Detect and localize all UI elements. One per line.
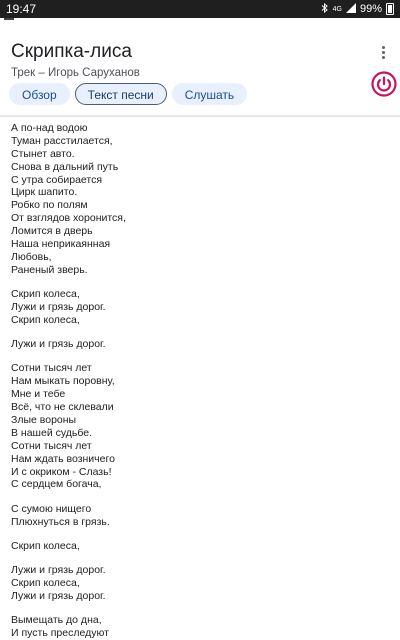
lyric-line: Скрип колеса,	[11, 577, 80, 590]
status-bar	[0, 0, 400, 18]
stanza-gap	[11, 327, 391, 338]
lyric-line: Снова в дальний путь	[11, 160, 119, 173]
lyric-line: Сотни тысяч лет	[11, 439, 92, 452]
lyric-line: Мне и тебе	[11, 388, 66, 401]
lyric-line: В нашей судьбе.	[11, 426, 93, 439]
lyric-line: Всё, что не склевали	[11, 401, 114, 414]
stanza-gap	[11, 351, 391, 362]
lyric-line: Скрип колеса,	[11, 288, 80, 301]
tab-bar	[9, 83, 247, 105]
bluetooth-icon	[321, 3, 329, 16]
status-notch	[4, 18, 14, 20]
lyric-line: Цирк шапито.	[11, 186, 78, 199]
header-divider	[0, 116, 400, 117]
lyric-line: Лужи и грязь дорог.	[11, 338, 106, 351]
tab-overview[interactable]: Обзор	[9, 83, 70, 105]
page-title: Скрипка-лиса	[11, 41, 132, 62]
lyric-line: Любовь,	[11, 250, 52, 263]
battery-icon	[386, 3, 394, 15]
header-card	[0, 24, 400, 116]
page-subtitle: Трек – Игорь Саруханов	[11, 67, 140, 79]
lyric-line: Ломится в дверь	[11, 225, 93, 238]
stanza-gap	[11, 603, 391, 614]
lyric-line: Злые вороны	[11, 413, 77, 426]
power-icon[interactable]	[370, 70, 398, 98]
lyric-line: С утра собирается	[11, 173, 103, 186]
lyric-line: С сумою нищего	[11, 502, 92, 515]
lyric-line: Лужи и грязь дорог.	[11, 300, 106, 313]
lyric-line: И с окриком - Слазь!	[11, 465, 112, 478]
lyric-line: Стынет авто.	[11, 147, 75, 160]
stanza-gap	[11, 553, 391, 564]
stanza-gap	[11, 529, 391, 540]
lyric-line: Нам ждать возничего	[11, 452, 115, 465]
status-time: 19:47	[6, 2, 37, 16]
lyric-line: Нам мыкать поровну,	[11, 375, 115, 388]
lyrics-body	[11, 122, 391, 640]
battery-percent: 99%	[359, 3, 382, 15]
lyric-line: От взглядов хоронится,	[11, 212, 126, 225]
signal-icon	[346, 3, 356, 16]
lyric-line: А по-над водою	[11, 122, 88, 134]
status-icons	[321, 3, 394, 16]
lyric-line: Вымещать до дна,	[11, 614, 102, 627]
lyric-line: Туман расстилается,	[11, 134, 113, 147]
network-type: 4G	[332, 5, 342, 13]
lyric-line: С сердцем богача,	[11, 478, 102, 491]
lyric-line: Скрип колеса,	[11, 539, 80, 552]
lyric-line: Наша неприкаянная	[11, 238, 111, 251]
tab-listen[interactable]: Слушать	[172, 83, 247, 105]
lyric-line: И пусть преследуют	[11, 627, 109, 640]
lyric-line: Сотни тысяч лет	[11, 362, 92, 375]
tab-lyrics[interactable]: Текст песни	[75, 83, 167, 105]
more-vert-icon[interactable]	[377, 42, 389, 62]
lyric-line: Раненый зверь.	[11, 263, 88, 276]
lyric-line: Лужи и грязь дорог.	[11, 589, 106, 602]
lyric-line: Плюхнуться в грязь.	[11, 515, 110, 528]
stanza-gap	[11, 277, 391, 288]
stanza-gap	[11, 491, 391, 502]
lyric-line: Скрип колеса,	[11, 313, 80, 326]
lyric-line: Робко по полям	[11, 199, 88, 212]
lyric-line: Лужи и грязь дорог.	[11, 564, 106, 577]
